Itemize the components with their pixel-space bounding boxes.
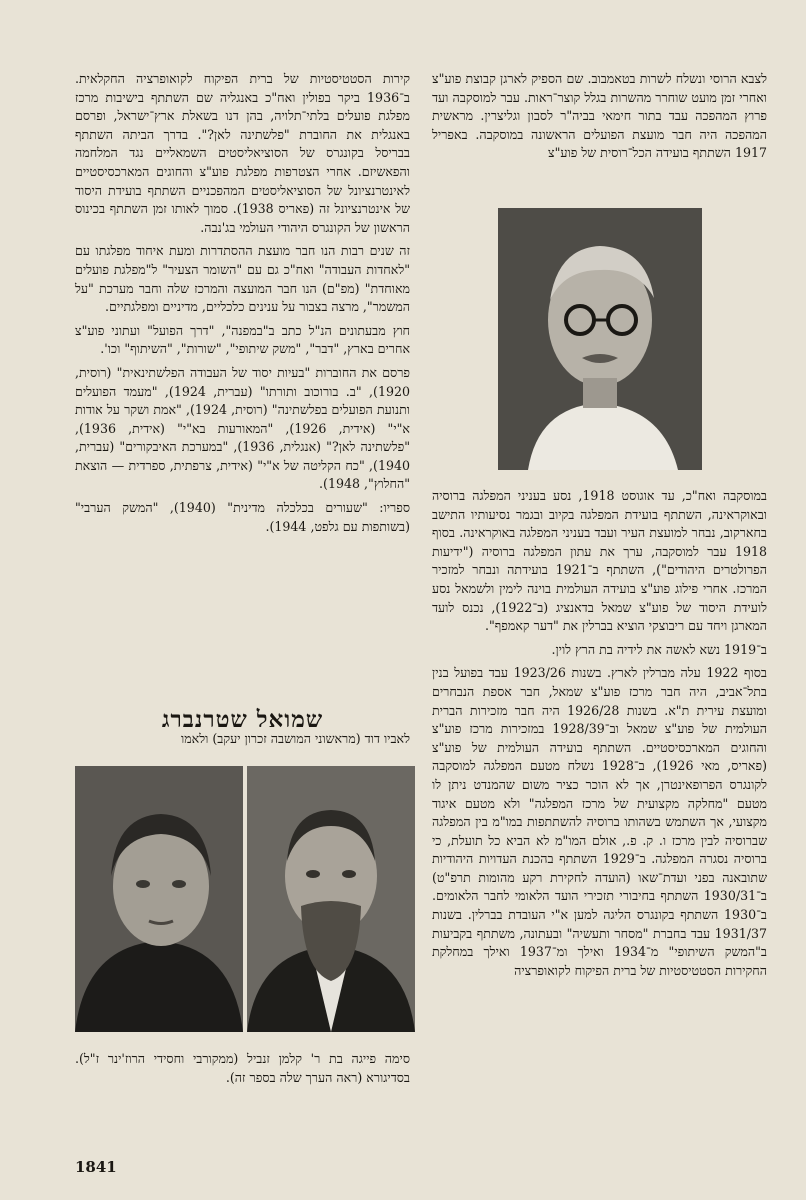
portrait-photo-elder xyxy=(247,766,415,1032)
left-column xyxy=(75,70,410,541)
paragraph: ספריו: "שעורים בכלכלה מדינית" (1940), "המשק הערבי" (בשותפות עם גלפט, 1944). xyxy=(75,500,410,534)
paragraph: לצבא הרוסי ונשלח לשרות בטאמבוב. שם הספיק לארגן קבוצת פוע"צ ואחרי זמן מועט שוחרר מהשרות בגלל קוצר־ראות. עבר למוסקבה ועד פרוץ המהפכה עבד בתור חימאי בביה"ר לסבון וגליצרין. מראשית המהפכה היה חבר מועצת הפועלים הראשונה במוסקבה. באפריל 1917 השתתף בועידה הכל־רוסית של פוע"צ xyxy=(432,71,767,161)
paragraph: במוסקבה ואח"כ, עד אוגוסט 1918, נסע בעניני המפלגה ברוסיה ובאוקראינה, השתתף בועידת המפלגה בקיוב ובגמר נסיעותיו התישב בחארקוב, נבחר למועצת העיר ועבד בעניני המפלגה באוקראינה. בסוף 1918 עבר למוסקבה, ערך את עתון המפלגה ברוסיה ("ידיעות הפרולטרים היהודים"), השתתף ב־1921 בועידתה ונבחר למזכיר המרכז. אחרי פילוג פוע"צ בועידה העולמית בוינה לימין ולשמאל נסע לועידת היסוד של פוע"צ שמאל בדאנציג (ב־1922), נכנס לועד המארגן ויחד עם ריבוצקי הוציא בברלין את "דער קאמפף". xyxy=(432,488,768,634)
portrait-elder-icon xyxy=(247,766,415,1032)
portrait-photo-man xyxy=(498,208,702,470)
portrait-photo-woman xyxy=(75,766,243,1032)
paragraph: בסוף 1922 עלה מברלין לארץ. בשנות 1923/26 עבד בפועל בנין בתל־אביב, היה חבר מרכז פוע"צ שמאל, חבר אספת הנבחרים ומועצת עירית ת"א. בשנות 1926/28 היה חבר מזכירות הברית העולמית של פוע"צ שמאל וב־1928/39 במזכירות מרכז פוע"צ והחוגים המארכסיסטיים. השתתף בועידה העולמית של פוע"צ (פאריס, מאי 1926), ב־1928 נשלח מטעם המפלגה למוסקבה לקונגרס הפרופאינטרן, אך לא הוכר כציר משום שהמנדט ניתן לו מטעם "מחלקה מקצועית של מרכז המפלגה" ולא מטעם איגוד מקצועי, אך השתמש בשהותו ברוסיה להשתתפות במו"מ בין המפלגה שברוסיה לבין מרכז ו. ק. פ., אולם המו"מ לא הביא כל תועלת, כי ברוסיה נסגרה המפלגה. ב־1929 השתתף בהכנת העדויות היהודיות שתובאנה בפני ועדת־שאו (הועדה לחקירת רקע מהומות תרפ"ט) ב־1930/31 השתתף בחיבורי תזכירי הועד הלאומי לחבר הלאומים. ב־1930 השתתף בקונגרס הליגה למען א"י העובדת בברלין. בשנות 1931/37 עבד בחברת "מסחר ותעשיה" ובעתונה, משתתף בקביעות ב"המשק השיתופי" מ־1934 ואילך ומ־1937 ואילך במחלקת החקירות הסטטיסטיות של ברית הפיקוח לקואופרציה xyxy=(432,665,768,978)
paragraph: ב־1919 נשא לאשה את לידיה בת הרץ לוין. xyxy=(551,641,767,657)
portrait-woman-icon xyxy=(75,766,243,1032)
portrait-man-icon xyxy=(498,208,702,470)
left-column-lead xyxy=(75,730,410,754)
photo-caption: סימה פייגה בת ר' קלמן זנביל (ממקורבי וחסידי הרוז'ינר ז"ל). בסדיגורא (ראה הערך שלה בספר זה). xyxy=(75,1051,410,1085)
paragraph: קירות הסטטיסטיות של ברית הפיקוח לקואופרציה החקלאית. ב־1936 ביקר בפולין ואח"כ באנגליה שם השתתף בישיבות מרכז מפלגת פועלים בלתי־תלויה, בהן דנו בשאלת ארץ־ישראל, ופרסם באנגלית את החוברת "פלשתינה לאן?". בדרך הביתה השתתף בבריסל בקונגרס של הסוציאליסטים השמאליים נגד המלחמה והפאשיזם. אחרי הצטרפות מפלגת פוע"צ והחוגים המארכסיסטיים לאינטרנציונל של הסוציאליסטים המהפכניים השתתף בועידת היסוד של אינטרנציונל זה (פאריס 1938). סמוך לאותו זמן השתתף בכינוס הראשון של הקונגרס היהודי העולמי בג'נבה. xyxy=(75,71,410,235)
page-number: 1841 xyxy=(75,1158,117,1176)
paragraph: זה שנים רבות הנו חבר מועצת ההסתדרות ומעת איחוד מפלגתו עם "לאחדות העבודה" ואח"כ גם עם "השומר הצעיר" ל"מפלגת פועלים מאוחדת" (מפ"ם) הנו חבר המועצה והמרכז שלה וחבר מערכת "על המשמר", מרצה בצבור על ענינים כלכליים, מדיניים ומפלגתיים. xyxy=(75,243,410,315)
paragraph: פרסם את החוברות "בעיות יסוד של העבודה הפלשתינאית" (רוסית, 1920), "ב. בורוכוב ותורתו" (עברית, 1924), "מעמד הפועלים ותנועת הפועלים בפלשתינה" (רוסית, 1924), "אמת ושקר על אודות א"י" (אידית, 1926), "המאורעות בא"י" (אידית, 1936), "פלשתינה לאן?" (אנגלית, 1936), "במערכת האיבקורים" (עברית, 1940), "כח הקליטה של א"י" (אידית, צרפתית, ספרדית — הוצאת "החלוץ", 1948). xyxy=(75,364,411,492)
right-column-top xyxy=(432,70,767,168)
paragraph: לאביו דוד (מראשוני המושבה זכרון יעקב) ולאמו xyxy=(180,731,410,746)
right-column-bottom xyxy=(432,487,767,985)
paragraph: חוץ מבעתונים הנ"ל כתב ב"במפנה", "דרך הפועל" ועתוני פוע"צ אחרים בארץ, "דבר", "משק שיתופי", "שורות", "השיתוף" וכו'. xyxy=(75,322,410,357)
entry-heading: שמואל שטרנברג xyxy=(161,706,324,733)
